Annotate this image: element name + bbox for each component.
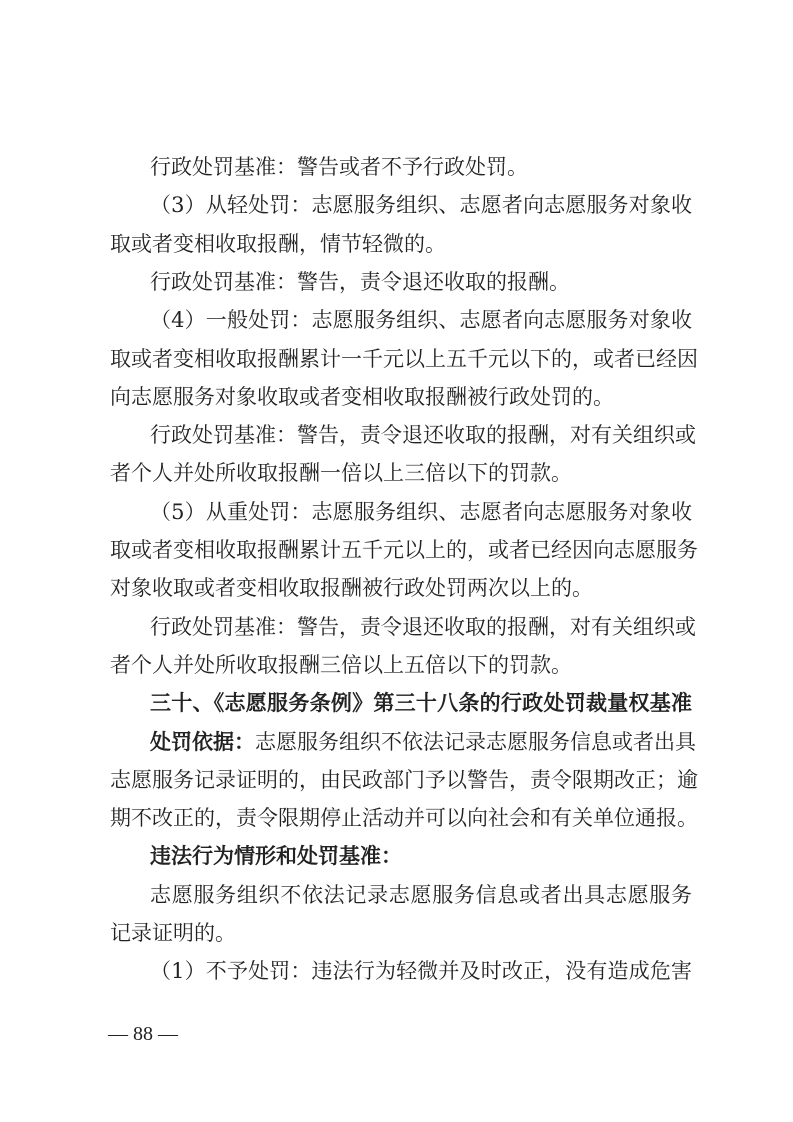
text-line: 向志愿服务对象收取或者变相收取报酬被行政处罚的。 bbox=[110, 384, 614, 409]
text-line: 志愿服务记录证明的，由民政部门予以警告，责令限期改正；逾 bbox=[110, 767, 698, 792]
text-line: 记录证明的。 bbox=[110, 921, 236, 945]
text-line: 志愿服务组织不依法记录志愿服务信息或者出具志愿服务 bbox=[150, 882, 692, 907]
text-line bbox=[150, 723, 696, 761]
text-line: 取或者变相收取报酬累计一千元以上五千元以下的，或者已经因 bbox=[110, 346, 698, 371]
text-line: （3）从轻处罚：志愿服务组织、志愿者向志愿服务对象收 bbox=[150, 193, 692, 218]
text-line: 期不改正的，责令限期停止活动并可以向社会和有关单位通报。 bbox=[110, 806, 698, 831]
text-line: （4）一般处罚：志愿服务组织、志愿者向志愿服务对象收 bbox=[150, 308, 692, 333]
bold-label: 处罚依据： bbox=[150, 729, 255, 754]
line-text: 志愿服务组织不依法记录志愿服务信息或者出具 bbox=[255, 729, 696, 754]
text-line: 取或者变相收取报酬累计五千元以上的，或者已经因向志愿服务 bbox=[110, 538, 698, 562]
text-line: 行政处罚基准：警告或者不予行政处罚。 bbox=[150, 155, 528, 179]
text-line: 行政处罚基准：警告，责令退还收取的报酬。 bbox=[150, 269, 570, 294]
text-line: （5）从重处罚：志愿服务组织、志愿者向志愿服务对象收 bbox=[150, 499, 692, 524]
section-heading: 三十、《志愿服务条例》第三十八条的行政处罚裁量权基准 bbox=[150, 691, 692, 716]
text-line: 者个人并处所收取报酬一倍以上三倍以下的罚款。 bbox=[110, 461, 572, 486]
text-line: （1）不予处罚：违法行为轻微并及时改正，没有造成危害 bbox=[150, 959, 692, 984]
text-line: 行政处罚基准：警告，责令退还收取的报酬，对有关组织或 bbox=[150, 614, 696, 639]
text-line: 对象收取或者变相收取报酬被行政处罚两次以上的。 bbox=[110, 576, 593, 601]
page-number: — 88 — bbox=[108, 1023, 178, 1045]
text-line: 者个人并处所收取报酬三倍以上五倍以下的罚款。 bbox=[110, 652, 572, 677]
text-line: 取或者变相收取报酬，情节轻微的。 bbox=[110, 231, 446, 256]
text-line: 行政处罚基准：警告，责令退还收取的报酬，对有关组织或 bbox=[150, 423, 696, 448]
section-heading: 违法行为情形和处罚基准： bbox=[150, 844, 402, 869]
